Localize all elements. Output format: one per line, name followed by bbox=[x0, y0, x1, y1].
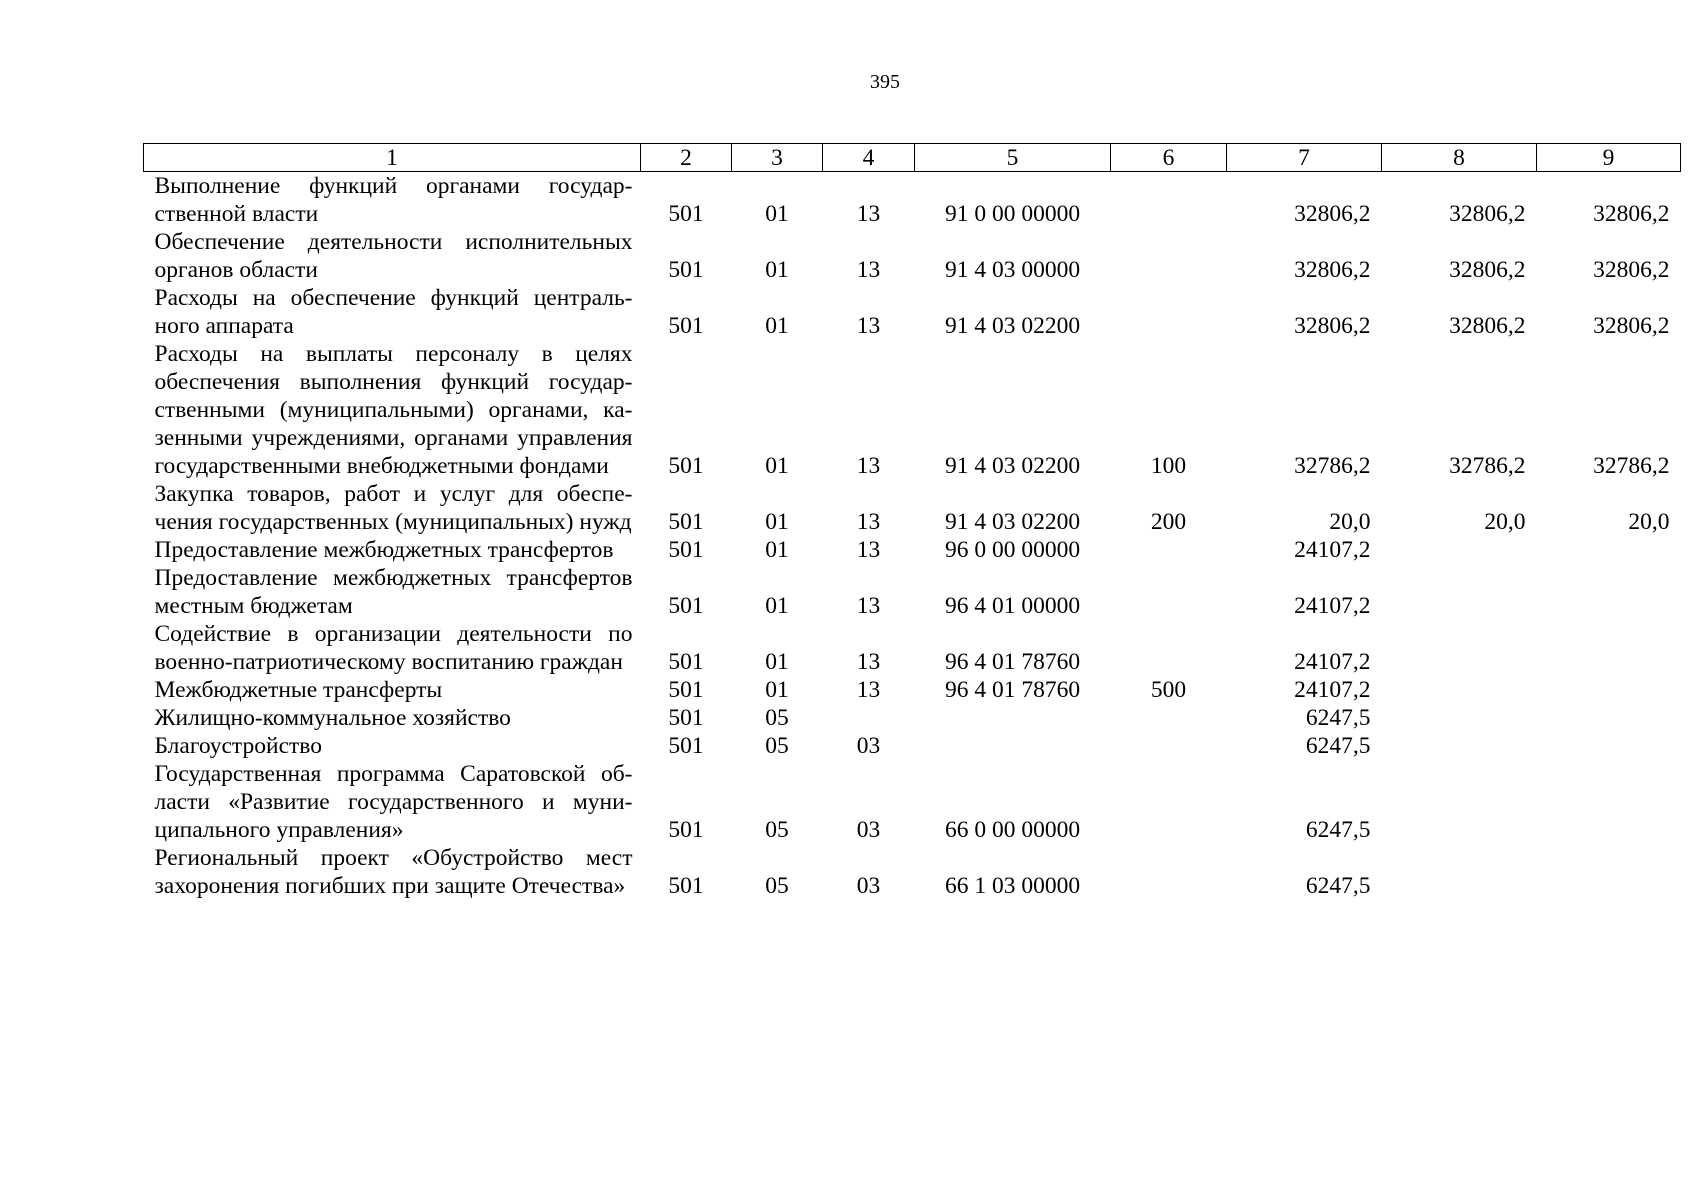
item-name-cell: Предоставление межбюджетных трансфертов bbox=[154, 537, 614, 563]
amount-year1-cell: 32806,2 bbox=[1294, 257, 1371, 283]
target-article-cell: 66 1 03 00000 bbox=[944, 873, 1081, 899]
target-article-cell: 96 4 01 78760 bbox=[944, 649, 1081, 675]
section-code-cell: 01 bbox=[765, 201, 789, 227]
item-name-cell: Предоставление межбюджетных трансфертов местным бюджетам bbox=[154, 565, 633, 619]
amount-year1-cell: 6247,5 bbox=[1305, 733, 1371, 759]
subsection-code-cell: 03 bbox=[856, 817, 881, 843]
table-row bbox=[144, 284, 1681, 340]
amount-year2-cell bbox=[1382, 704, 1537, 732]
ministry-code-cell: 501 bbox=[668, 257, 704, 283]
expense-type-cell bbox=[1111, 732, 1227, 760]
target-article-cell: 91 0 00 00000 bbox=[944, 201, 1081, 227]
subsection-code-cell: 13 bbox=[856, 677, 881, 703]
amount-year1-cell: 24107,2 bbox=[1294, 649, 1371, 675]
expense-type-cell bbox=[1111, 284, 1227, 340]
amount-year2-cell bbox=[1382, 732, 1537, 760]
item-name-cell: Обеспечение деятельности исполнительных органов области bbox=[154, 229, 633, 283]
table-row bbox=[144, 844, 1681, 900]
subsection-code-cell: 13 bbox=[856, 201, 881, 227]
amount-year2-cell: 20,0 bbox=[1484, 509, 1526, 535]
amount-year3-cell bbox=[1537, 564, 1681, 620]
subsection-code-cell: 03 bbox=[856, 873, 881, 899]
amount-year3-cell: 32806,2 bbox=[1593, 201, 1670, 227]
amount-year2-cell: 32806,2 bbox=[1449, 257, 1526, 283]
target-article-cell: 91 4 03 02200 bbox=[944, 509, 1081, 535]
expense-type-cell: 100 bbox=[1150, 453, 1187, 479]
amount-year2-cell bbox=[1382, 676, 1537, 704]
page-number: 395 bbox=[870, 71, 900, 93]
amount-year3-cell bbox=[1537, 704, 1681, 732]
target-article-cell: 91 4 03 00000 bbox=[944, 257, 1081, 283]
section-code-cell: 01 bbox=[765, 649, 789, 675]
amount-year1-cell: 24107,2 bbox=[1294, 537, 1371, 563]
section-code-cell: 01 bbox=[765, 313, 789, 339]
section-code-cell: 01 bbox=[765, 677, 789, 703]
section-code-cell: 05 bbox=[765, 817, 789, 843]
ministry-code-cell: 501 bbox=[668, 817, 704, 843]
subsection-code-cell: 13 bbox=[856, 537, 881, 563]
amount-year1-cell: 20,0 bbox=[1329, 509, 1371, 535]
ministry-code-cell: 501 bbox=[668, 313, 704, 339]
subsection-code-cell: 13 bbox=[856, 313, 881, 339]
target-article-cell: 96 0 00 00000 bbox=[944, 537, 1081, 563]
subsection-code-cell: 13 bbox=[856, 509, 881, 535]
table-row bbox=[144, 760, 1681, 844]
ministry-code-cell: 501 bbox=[668, 201, 704, 227]
amount-year3-cell bbox=[1537, 760, 1681, 844]
ministry-code-cell: 501 bbox=[668, 453, 704, 479]
amount-year2-cell bbox=[1382, 564, 1537, 620]
amount-year2-cell bbox=[1382, 760, 1537, 844]
table-row bbox=[144, 676, 1681, 704]
section-code-cell: 01 bbox=[765, 537, 789, 563]
subsection-code-cell: 13 bbox=[856, 593, 881, 619]
section-code-cell: 01 bbox=[765, 509, 789, 535]
amount-year2-cell: 32786,2 bbox=[1449, 453, 1526, 479]
column-header: 4 bbox=[823, 144, 915, 172]
table-row bbox=[144, 704, 1681, 732]
column-header: 3 bbox=[732, 144, 823, 172]
item-name-cell: Выполнение функций органами государственной власти bbox=[154, 173, 633, 227]
table-row bbox=[144, 480, 1681, 536]
ministry-code-cell: 501 bbox=[668, 593, 704, 619]
table-header bbox=[144, 144, 1681, 172]
table-row bbox=[144, 340, 1681, 480]
item-name-cell: Расходы на обеспечение функций центрального аппарата bbox=[154, 285, 633, 339]
section-code-cell: 01 bbox=[765, 257, 789, 283]
amount-year1-cell: 24107,2 bbox=[1294, 593, 1371, 619]
item-name-cell: Расходы на выплаты персоналу в целях обеспечения выполнения функций государственными (муниципальными) органами, казенными учреждениями, органами управления государственными внебюджетными фондами bbox=[154, 341, 633, 479]
expense-type-cell bbox=[1111, 536, 1227, 564]
table-row bbox=[144, 172, 1681, 229]
amount-year1-cell: 6247,5 bbox=[1305, 817, 1371, 843]
item-name-cell: Межбюджетные трансферты bbox=[154, 677, 443, 703]
target-article-cell bbox=[915, 704, 1111, 732]
amount-year3-cell bbox=[1537, 732, 1681, 760]
target-article-cell: 96 4 01 78760 bbox=[944, 677, 1081, 703]
amount-year1-cell: 32806,2 bbox=[1294, 201, 1371, 227]
target-article-cell: 91 4 03 02200 bbox=[944, 313, 1081, 339]
subsection-code-cell: 13 bbox=[856, 257, 881, 283]
subsection-code-cell: 13 bbox=[856, 453, 881, 479]
amount-year3-cell: 20,0 bbox=[1628, 509, 1670, 535]
column-header: 1 bbox=[144, 144, 641, 172]
table-row bbox=[144, 228, 1681, 284]
amount-year3-cell bbox=[1537, 676, 1681, 704]
table-row bbox=[144, 564, 1681, 620]
amount-year2-cell bbox=[1382, 844, 1537, 900]
table-row bbox=[144, 536, 1681, 564]
amount-year1-cell: 24107,2 bbox=[1294, 677, 1371, 703]
column-header: 9 bbox=[1537, 144, 1681, 172]
column-header: 5 bbox=[915, 144, 1111, 172]
section-code-cell: 01 bbox=[765, 593, 789, 619]
amount-year2-cell: 32806,2 bbox=[1449, 313, 1526, 339]
item-name-cell: Закупка товаров, работ и услуг для обеспечения государственных (муниципальных) нужд bbox=[154, 481, 633, 535]
ministry-code-cell: 501 bbox=[668, 677, 704, 703]
amount-year1-cell: 6247,5 bbox=[1305, 705, 1371, 731]
section-code-cell: 05 bbox=[765, 733, 789, 759]
ministry-code-cell: 501 bbox=[668, 509, 704, 535]
expense-type-cell bbox=[1111, 760, 1227, 844]
ministry-code-cell: 501 bbox=[668, 705, 704, 731]
ministry-code-cell: 501 bbox=[668, 649, 704, 675]
column-header: 2 bbox=[641, 144, 732, 172]
table-body bbox=[144, 172, 1681, 901]
target-article-cell bbox=[915, 732, 1111, 760]
expense-type-cell: 500 bbox=[1150, 677, 1187, 703]
item-name-cell: Благоустройство bbox=[154, 733, 322, 759]
expense-type-cell bbox=[1111, 228, 1227, 284]
amount-year3-cell: 32806,2 bbox=[1593, 313, 1670, 339]
section-code-cell: 05 bbox=[765, 705, 789, 731]
item-name-cell: Государственная программа Саратовской области «Развитие государственного и муниципального управления» bbox=[154, 761, 633, 843]
column-header: 7 bbox=[1227, 144, 1382, 172]
ministry-code-cell: 501 bbox=[668, 537, 704, 563]
expense-type-cell bbox=[1111, 704, 1227, 732]
amount-year3-cell bbox=[1537, 620, 1681, 676]
amount-year2-cell bbox=[1382, 620, 1537, 676]
expense-type-cell bbox=[1111, 172, 1227, 229]
amount-year3-cell: 32786,2 bbox=[1593, 453, 1670, 479]
amount-year1-cell: 6247,5 bbox=[1305, 873, 1371, 899]
header-row bbox=[144, 144, 1681, 172]
expense-type-cell bbox=[1111, 564, 1227, 620]
amount-year1-cell: 32806,2 bbox=[1294, 313, 1371, 339]
section-code-cell: 01 bbox=[765, 453, 789, 479]
expense-type-cell: 200 bbox=[1150, 509, 1187, 535]
column-header: 8 bbox=[1382, 144, 1537, 172]
expense-type-cell bbox=[1111, 620, 1227, 676]
subsection-code-cell: 13 bbox=[856, 649, 881, 675]
ministry-code-cell: 501 bbox=[668, 733, 704, 759]
item-name-cell: Жилищно-коммунальное хозяйство bbox=[154, 705, 511, 731]
section-code-cell: 05 bbox=[765, 873, 789, 899]
item-name-cell: Региональный проект «Обустройство мест захоронения погибших при защите Отечества» bbox=[154, 845, 633, 899]
amount-year1-cell: 32786,2 bbox=[1294, 453, 1371, 479]
target-article-cell: 91 4 03 02200 bbox=[944, 453, 1081, 479]
target-article-cell: 96 4 01 00000 bbox=[944, 593, 1081, 619]
amount-year3-cell: 32806,2 bbox=[1593, 257, 1670, 283]
amount-year3-cell bbox=[1537, 844, 1681, 900]
subsection-code-cell: 03 bbox=[856, 733, 881, 759]
amount-year2-cell bbox=[1382, 536, 1537, 564]
amount-year2-cell: 32806,2 bbox=[1449, 201, 1526, 227]
ministry-code-cell: 501 bbox=[668, 873, 704, 899]
amount-year3-cell bbox=[1537, 536, 1681, 564]
table-row bbox=[144, 620, 1681, 676]
subsection-code-cell bbox=[823, 704, 915, 732]
target-article-cell: 66 0 00 00000 bbox=[944, 817, 1081, 843]
item-name-cell: Содействие в организации деятельности по военно-патриотическому воспитанию граждан bbox=[154, 621, 633, 675]
budget-table bbox=[143, 143, 1681, 900]
expense-type-cell bbox=[1111, 844, 1227, 900]
column-header: 6 bbox=[1111, 144, 1227, 172]
table-row bbox=[144, 732, 1681, 760]
